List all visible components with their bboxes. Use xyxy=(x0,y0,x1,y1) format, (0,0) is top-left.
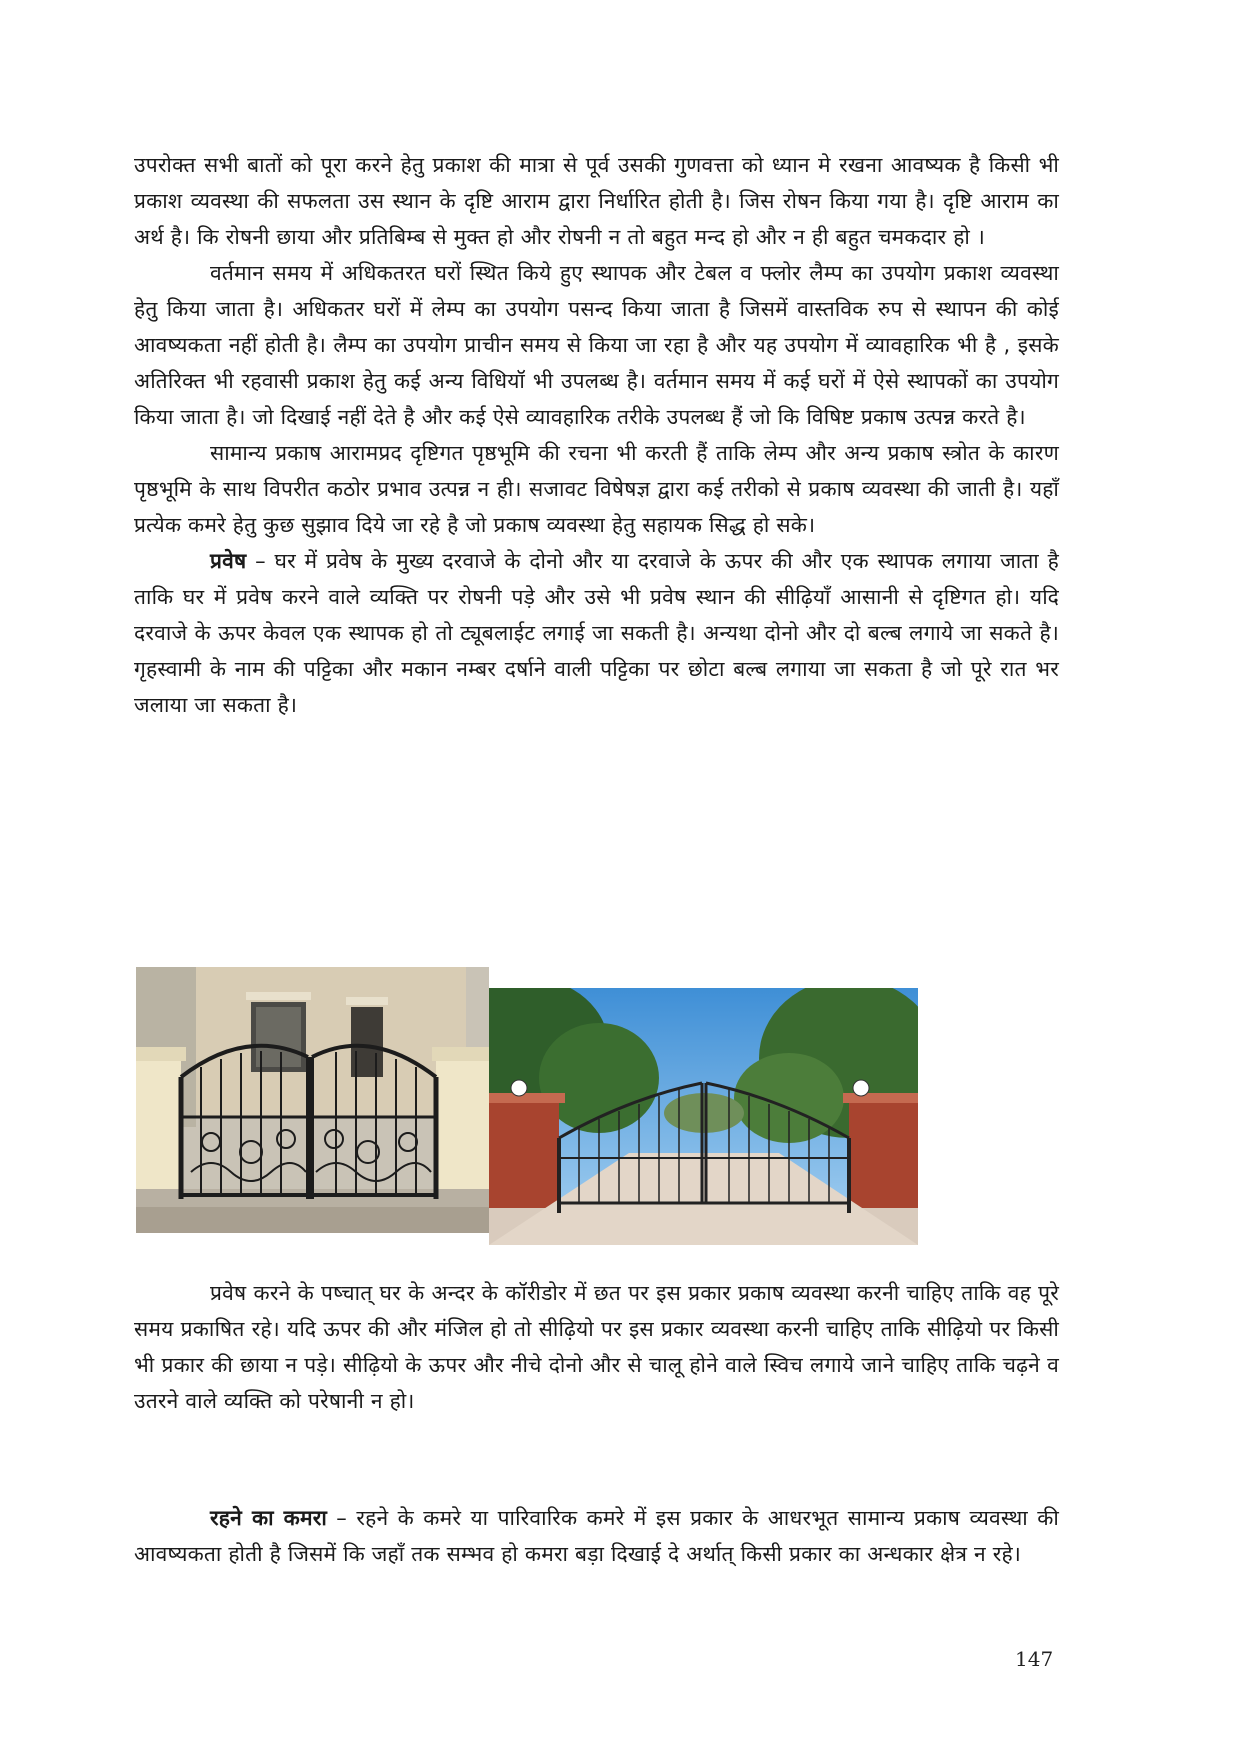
text-block-corridor xyxy=(134,1275,1059,1419)
paragraph-corridor: प्रवेष करने के पष्चात् घर के अन्दर के कॉरीडोर में छत पर इस प्रकार प्रकाष व्यवस्था करनी चाहिए ताकि वह पूरे समय प्रकाषित रहे। यदि ऊपर की और मंजिल हो तो सीढ़ियो पर इस प्रकार व्यवस्था करनी चाहिए ताकि सीढ़ियो पर किसी भी प्रकार की छाया न पड़े। सीढ़ियो के ऊपर और नीचे दोनो और से चालू होने वाले स्विच लगाये जाने चाहिए ताकि चढ़ने व उतरने वाले व्यक्ति को परेषानी न हो। xyxy=(134,1281,1059,1413)
paragraph-lighting-quality: उपरोक्त सभी बातों को पूरा करने हेतु प्रकाश की मात्रा से पूर्व उसकी गुणवत्ता को ध्यान मे रखना आवष्यक है किसी भी प्रकाश व्यवस्था की सफलता उस स्थान के दृष्टि आराम द्वारा निर्धारित होती है। जिस रोषन किया गया है। दृष्टि आराम का अर्थ है। कि रोषनी छाया और प्रतिबिम्ब से मुक्त हो और रोषनी न तो बहुत मन्द हो और न ही बहुत चमकदार हो । xyxy=(134,153,1059,249)
text-block-living-room xyxy=(134,1500,1059,1572)
living-room-heading: रहने का कमरा xyxy=(210,1506,327,1530)
page-number: 147 xyxy=(1015,1647,1054,1671)
paragraph-current-lamps: वर्तमान समय में अधिकतरत घरों स्थित किये हुए स्थापक और टेबल व फ्लोर लैम्प का उपयोग प्रकाश व्यवस्था हेतु किया जाता है। अधिकतर घरों में लेम्प का उपयोग पसन्द किया जाता है जिसमें वास्तविक रुप से स्थापन की कोई आवष्यकता नहीं होती है। लैम्प का उपयोग प्राचीन समय से किया जा रहा है और यह उपयोग में व्यावहारिक भी है , इसके अतिरिक्त भी रहवासी प्रकाश हेतु कई अन्य विधियॉ भी उपलब्ध है। वर्तमान समय में कई घरों में ऐसे स्थापकों का उपयोग किया जाता है। जो दिखाई नहीं देते है और कई ऐसे व्यावहारिक तरीके उपलब्ध हैं जो कि विषिष्ट प्रकाष उत्पन्न करते है। xyxy=(134,261,1059,429)
paragraph-general-lighting: सामान्य प्रकाष आरामप्रद दृष्टिगत पृष्ठभूमि की रचना भी करती हैं ताकि लेम्प और अन्य प्रकाष स्त्रोत के कारण पृष्ठभूमि के साथ विपरीत कठोर प्रभाव उत्पन्न न ही। सजावट विषेषज्ञ द्वारा कई तरीको से प्रकाष व्यवस्था की जाती है। यहाँ प्रत्येक कमरे हेतु कुछ सुझाव दिये जा रहे है जो प्रकाष व्यवस्था हेतु सहायक सिद्ध हो सके। xyxy=(134,441,1059,537)
living-room-text: – रहने के कमरे या पारिवारिक कमरे में इस प्रकार के आधरभूत सामान्य प्रकाष व्यवस्था की आवष्यकता होती है जिसमें कि जहाँ तक सम्भव हो कमरा बड़ा दिखाई दे अर्थात् किसी प्रकार का अन्धकार क्षेत्र न रहे। xyxy=(134,1506,1059,1566)
photo-house-gate xyxy=(136,967,489,1233)
entrance-heading: प्रवेष xyxy=(210,549,247,573)
photo-driveway-gate xyxy=(489,988,918,1245)
paragraph-living-room xyxy=(134,1500,1059,1572)
paragraph-entrance xyxy=(134,543,1059,723)
entrance-text: – घर में प्रवेष के मुख्य दरवाजे के दोनो और या दरवाजे के ऊपर की और एक स्थापक लगाया जाता है ताकि घर में प्रवेष करने वाले व्यक्ति पर रोषनी पड़े और उसे भी प्रवेष स्थान की सीढ़ियाँ आसानी से दृष्टिगत हो। यदि दरवाजे के ऊपर केवल एक स्थापक हो तो ट्यूबलाईट लगाई जा सकती है। अन्यथा दोनो और दो बल्ब लगाये जा सकते है। गृहस्वामी के नाम की पट्टिका और मकान नम्बर दर्षाने वाली पट्टिका पर छोटा बल्ब लगाया जा सकता है जो पूरे रात भर जलाया जा सकता है। xyxy=(134,549,1059,717)
text-block-top xyxy=(134,147,1059,723)
